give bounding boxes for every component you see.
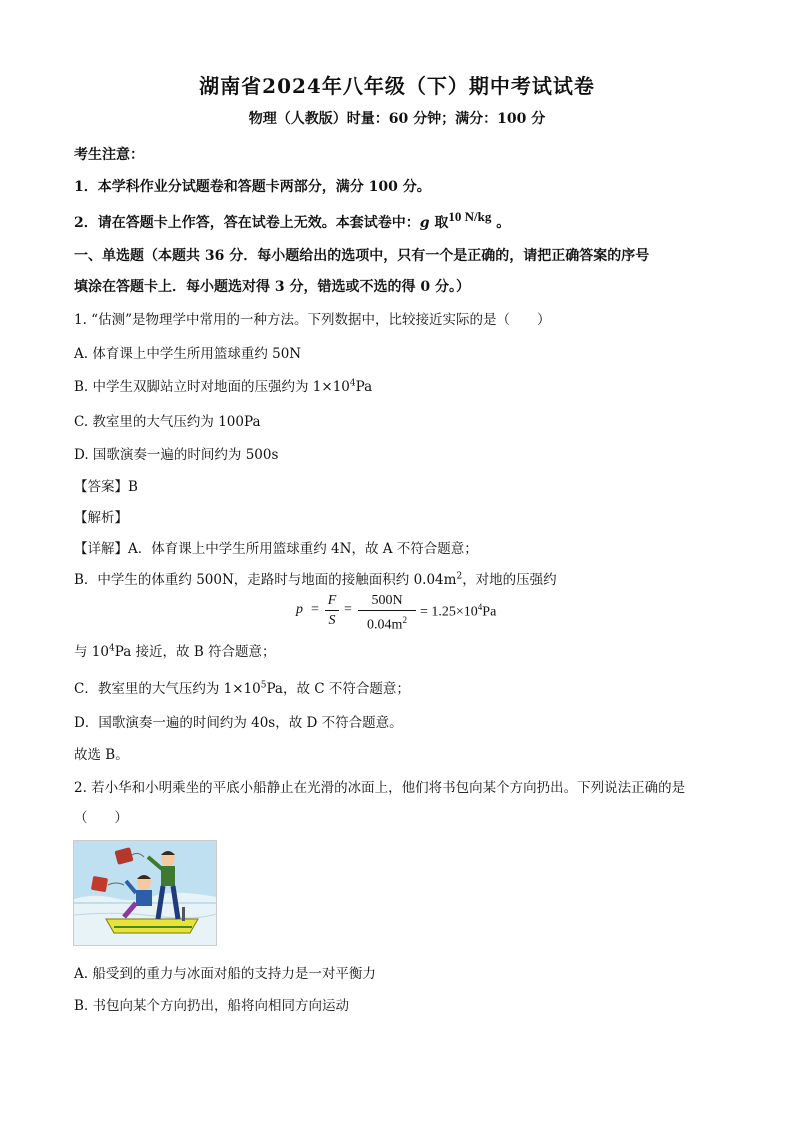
q1-answer: 【答案】B — [74, 479, 138, 495]
formula-result-exp: 4 — [477, 602, 483, 612]
formula-den-base: 0.04m — [367, 617, 403, 633]
q1-detail-b-text: B．中学生的体重约 500N，走路时与地面的接触面积约 0.04m — [74, 572, 457, 588]
formula-numerator: 500N — [371, 593, 403, 608]
q1-option-b — [74, 375, 372, 395]
q1-detail-b-exp: 2 — [456, 571, 463, 582]
formula-result — [420, 602, 496, 621]
notice-item-2-g: g — [419, 215, 430, 231]
q2-option-a: A. 船受到的重力与冰面对船的支持力是一对平衡力 — [74, 966, 376, 982]
q1-detail-b2-suffix: Pa 接近，故 B 符合题意； — [114, 644, 276, 660]
page-subtitle: 物理（人教版）时量：60 分钟；满分：100 分 — [248, 111, 546, 127]
section1-line-1: 一、单选题（本题共 36 分．每小题给出的选项中，只有一个是正确的，请把正确答案的序号 — [74, 248, 650, 264]
formula-fraction-symbolic — [325, 591, 339, 630]
q1-detail-b2 — [74, 640, 276, 660]
section1-line-2: 填涂在答题卡上．每小题选对得 3 分，错选或不选的得 0 分。） — [74, 279, 470, 295]
q1-detail-a: 【详解】A．体育课上中学生所用篮球重约 4N，故 A 不符合题意； — [74, 541, 478, 557]
formula-result-unit: Pa — [482, 604, 497, 620]
q1-option-c: C. 教室里的大气压约为 100Pa — [74, 414, 261, 430]
formula-fraction-numeric — [358, 591, 416, 633]
notice-item-2-end: 。 — [491, 215, 511, 231]
q1-analysis-label: 【解析】 — [74, 510, 128, 526]
formula-den-exp: 2 — [402, 615, 407, 625]
q1-detail-c-exp: 5 — [260, 680, 267, 691]
page-title: 湖南省2024年八年级（下）期中考试试卷 — [199, 74, 595, 98]
notice-item-2-take: 取 — [429, 215, 449, 231]
formula-eq-2: = — [344, 602, 352, 617]
formula-S: S — [328, 613, 336, 628]
q2-stem-line-1: 2. 若小华和小明乘坐的平底小船静止在光滑的冰面上，他们将书包向某个方向扔出。下列说法正确的是 — [74, 780, 686, 796]
q1-detail-b2-exp: 4 — [108, 643, 115, 654]
q1-detail-b — [74, 568, 557, 588]
q1-conclusion: 故选 B。 — [74, 747, 129, 763]
q1-detail-b-suffix: ，对地的压强约 — [462, 572, 557, 588]
q1-option-b-text: B. 中学生双脚站立时对地面的压强约为 1×10 — [74, 379, 350, 395]
notice-item-2-text: 2．请在答题卡上作答，答在试卷上无效。本套试卷中： — [74, 215, 420, 231]
notice-item-2 — [74, 209, 511, 232]
q1-detail-c-text: C．教室里的大气压约为 1×10 — [74, 681, 261, 697]
q1-option-a: A. 体育课上中学生所用篮球重约 50N — [74, 346, 302, 362]
formula-F: F — [327, 593, 337, 608]
notice-item-1: 1．本学科作业分试题卷和答题卡两部分，满分 100 分。 — [74, 179, 431, 195]
formula-denominator — [358, 611, 416, 633]
formula-eq-1: = — [311, 602, 319, 617]
q1-detail-b2-text: 与 10 — [74, 644, 109, 660]
q2-option-b: B. 书包向某个方向扔出，船将向相同方向运动 — [74, 998, 350, 1014]
q1-option-b-unit: Pa — [355, 379, 373, 395]
notice-heading: 考生注意： — [74, 147, 144, 163]
q2-stem-line-2: （ ） — [74, 810, 128, 826]
boat-illustration-svg — [74, 841, 216, 945]
formula-p: p — [296, 602, 303, 617]
q1-detail-c — [74, 677, 410, 697]
q1-stem: 1. “估测”是物理学中常用的一种方法。下列数据中，比较接近实际的是（ ） — [74, 312, 551, 328]
q1-detail-c-suffix: Pa，故 C 不符合题意； — [266, 681, 410, 697]
q1-option-b-exp: 4 — [349, 378, 356, 389]
q1-detail-d: D．国歌演奏一遍的时间约为 40s，故 D 不符合题意。 — [74, 715, 403, 731]
formula-result-text: = 1.25×10 — [420, 604, 478, 620]
notice-item-2-value: 10 N/kg — [448, 209, 492, 224]
boat-on-ice-illustration — [73, 840, 217, 946]
q1-option-d: D. 国歌演奏一遍的时间约为 500s — [74, 447, 279, 463]
